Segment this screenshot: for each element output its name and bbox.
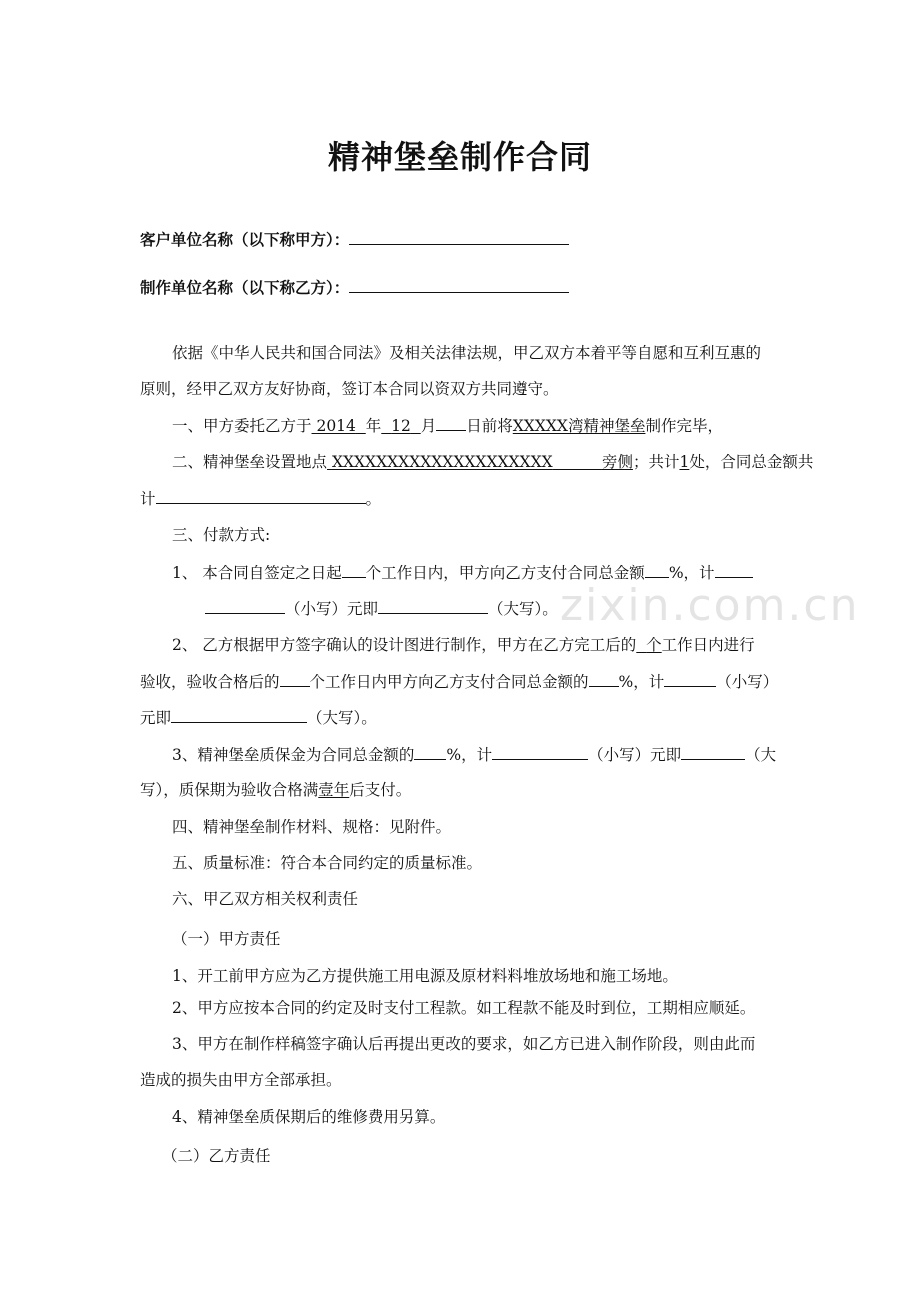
clause-1: [172, 415, 790, 436]
amount-blank-1a[interactable]: [715, 562, 753, 578]
party-a-duty-3-cont: 造成的损失由甲方全部承担。: [140, 1071, 342, 1089]
party-a-row: [140, 229, 790, 250]
payment-1: [172, 562, 790, 583]
clause-2-cont: [140, 488, 790, 509]
clause-2-text-2: ；共计: [632, 453, 680, 471]
payment-2-cont-2: [140, 707, 790, 728]
total-amount-blank[interactable]: [156, 488, 366, 504]
workdays-blank-2[interactable]: [280, 671, 310, 687]
payment-3-text-3: （小写）元即: [588, 746, 682, 764]
party-a-duty-2: 2、甲方应按本合同的约定及时支付工程款。如工程款不能及时到位，工期相应顺延。: [172, 999, 756, 1017]
payment-1-text-5: （大写）。: [488, 600, 558, 618]
payment-3-cont: [140, 780, 790, 800]
payment-2-text-5: %，计: [618, 673, 665, 691]
period: 。: [365, 490, 382, 508]
payment-2-text-2: 工作日内进行: [661, 636, 755, 654]
percent-blank-2[interactable]: [589, 671, 619, 687]
section-party-a: （一）甲方责任: [172, 930, 281, 948]
watermark: zixin.com.cn: [560, 580, 860, 631]
payment-1-cont: [205, 598, 855, 619]
party-b-row: [140, 277, 790, 298]
amount-caps-blank-2[interactable]: [171, 707, 307, 723]
party-b-blank[interactable]: [349, 277, 569, 293]
payment-3-text-2: %，计: [446, 746, 493, 764]
month-unit: 月: [420, 417, 437, 435]
payment-3-text-5: 写），质保期为验收合格满: [140, 781, 319, 799]
section-party-b: （二）乙方责任: [162, 1147, 271, 1165]
payment-1-text-4: （小写）元即: [285, 600, 379, 618]
party-a-duty-1: 1、开工前甲方应为乙方提供施工用电源及原材料料堆放场地和施工场地。: [172, 967, 678, 985]
party-a-label: 客户单位名称（以下称甲方）：: [140, 231, 350, 249]
clause-2-text-3: 处，合同总金额共: [689, 453, 814, 471]
payment-2-cont: [140, 671, 790, 692]
month-value[interactable]: 12: [391, 417, 411, 435]
payment-3-text-6: 后支付。: [349, 781, 412, 799]
amount-blank-2[interactable]: [664, 671, 716, 687]
clause-1-text: 一、甲方委托乙方于: [172, 417, 312, 435]
clause-6: 六、甲乙双方相关权利责任: [172, 890, 359, 908]
clause-1-text-2: 日前将: [466, 417, 513, 435]
payment-2-text-3: 验收，验收合格后的: [140, 673, 280, 691]
party-a-duty-4: 4、精神堡垒质保期后的维修费用另算。: [172, 1108, 446, 1126]
clause-2: [172, 452, 814, 472]
payment-1-text-2: 个工作日内，甲方向乙方支付合同总金额: [365, 564, 645, 582]
payment-2-text-8: （大写）。: [307, 709, 377, 727]
location-value[interactable]: XXXXXXXXXXXXXXXXXXXX 旁侧: [331, 453, 633, 471]
amount-blank-3[interactable]: [492, 744, 588, 760]
count-value: 1: [679, 453, 690, 471]
clause-1-text-3: 制作完毕，: [645, 417, 723, 435]
payment-2-text-6: （小写）: [716, 673, 779, 691]
party-a-duty-3: 3、甲方在制作样稿签字确认后再提出更改的要求，如乙方已进入制作阶段，则由此而: [172, 1035, 756, 1053]
payment-2-text-7: 元即: [140, 709, 172, 727]
document-title: 精神堡垒制作合同: [327, 138, 592, 176]
payment-2-text-4: 个工作日内甲方向乙方支付合同总金额的: [309, 673, 589, 691]
payment-3-text: 3、精神堡垒质保金为合同总金额的: [172, 746, 415, 764]
day-blank[interactable]: [436, 415, 466, 431]
payment-3: [172, 744, 790, 765]
year-value[interactable]: 2014: [316, 417, 356, 435]
payment-3-text-4: （大: [745, 746, 777, 764]
clause-4: 四、精神堡垒制作材料、规格：见附件。: [172, 818, 452, 836]
clause-3: 三、付款方式:: [172, 526, 271, 544]
party-a-blank[interactable]: [349, 229, 569, 245]
percent-blank-3[interactable]: [414, 744, 446, 760]
project-name: XXXXX湾精神堡垒: [512, 417, 646, 435]
workdays-blank-1[interactable]: [342, 562, 366, 578]
amount-caps-blank-1[interactable]: [378, 598, 488, 614]
intro-line-1: 依据《中华人民共和国合同法》及相关法律法规，甲乙双方本着平等自愿和互利互惠的: [172, 344, 762, 362]
percent-blank-1[interactable]: [645, 562, 669, 578]
amount-blank-1b[interactable]: [205, 598, 285, 614]
party-b-label: 制作单位名称（以下称乙方）：: [140, 279, 350, 297]
payment-2: [172, 635, 790, 655]
workdays-value-2[interactable]: 个: [646, 636, 662, 654]
total-label: 计: [140, 490, 156, 508]
payment-1-text: 1、 本合同自签定之日起: [172, 564, 342, 582]
intro-line-2: 原则，经甲乙双方友好协商，签订本合同以资双方共同遵守。: [140, 380, 559, 398]
year-unit: 年: [365, 417, 382, 435]
clause-5: 五、质量标准：符合本合同约定的质量标准。: [172, 854, 483, 872]
payment-1-text-3: %，计: [668, 564, 715, 582]
payment-2-text: 2、 乙方根据甲方签字确认的设计图进行制作，甲方在乙方完工后的: [172, 636, 637, 654]
warranty-period: 壹年: [318, 781, 350, 799]
amount-caps-blank-3[interactable]: [681, 744, 745, 760]
clause-2-text: 二、精神堡垒设置地点: [172, 453, 328, 471]
